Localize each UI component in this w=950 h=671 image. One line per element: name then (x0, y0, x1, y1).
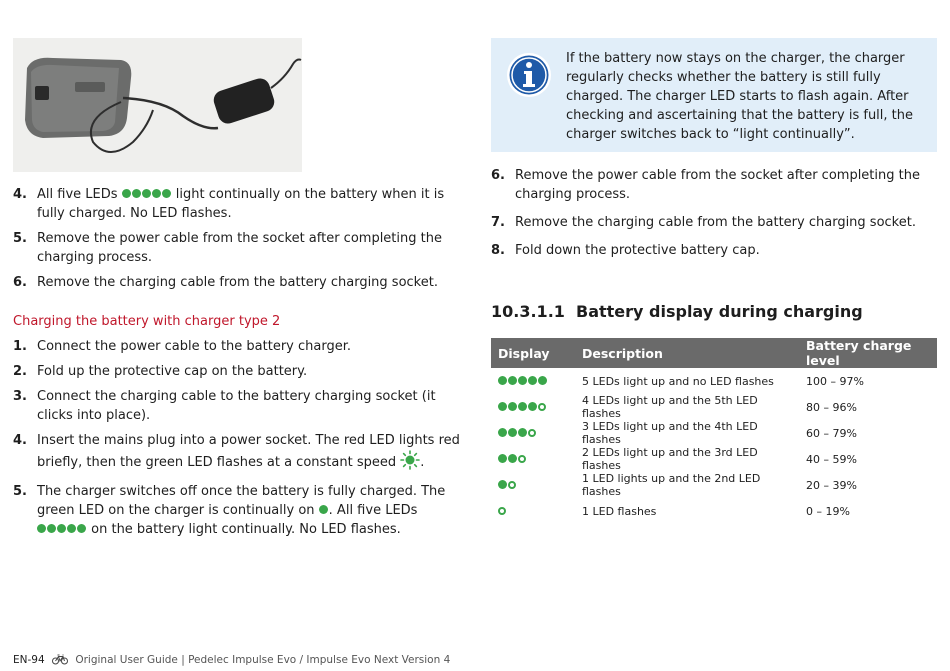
list-item (491, 213, 937, 232)
steps-list-a (13, 185, 468, 292)
step-number: 6. (491, 168, 505, 183)
row-description: 1 LED lights up and the 2nd LED flashes (582, 472, 761, 498)
led-display-icon (491, 498, 575, 524)
list-item (13, 273, 468, 292)
list-item (491, 166, 937, 204)
step-text: on the battery light continually. No LED flashes. (91, 522, 401, 537)
info-icon (506, 52, 552, 102)
step-number: 4. (13, 433, 27, 448)
step-text: Connect the charging cable to the battery charging socket (it clicks into place). (37, 389, 436, 423)
step-text: Remove the charging cable from the battery charging socket. (37, 275, 438, 290)
section-number: 10.3.1.1 (491, 302, 565, 321)
row-charge-level: 60 – 79% (806, 426, 857, 440)
row-charge-level: 40 – 59% (806, 452, 857, 466)
charge-level-table (491, 338, 937, 524)
step-text: Remove the power cable from the socket after completing the charging process. (37, 231, 442, 265)
list-item (13, 482, 468, 539)
step-text-end: . (420, 455, 425, 470)
table-row (491, 368, 937, 394)
table-row (491, 472, 937, 498)
row-description: 5 LEDs light up and no LED flashes (582, 374, 774, 388)
list-item (13, 337, 468, 356)
row-description: 3 LEDs light up and the 4th LED flashes (582, 420, 758, 446)
led-display-icon (491, 420, 575, 446)
step-number: 1. (13, 339, 27, 354)
led-display-icon (491, 446, 575, 472)
row-charge-level: 0 – 19% (806, 504, 850, 518)
step-number: 5. (13, 231, 27, 246)
info-text: If the battery now stays on the charger, the charger regularly checks whether the battery is still fully charged. The charger LED starts to flash again. After checking and ascertaining that the battery is full, the charger switches back to “light continually”. (566, 51, 914, 142)
step-text: light continually on the battery when it is fully charged. No LED flashes. (37, 187, 445, 221)
left-column (13, 185, 468, 545)
table-header-row (491, 338, 937, 368)
charger-type-2-heading: Charging the battery with charger type 2 (13, 314, 281, 329)
page-footer (13, 654, 450, 668)
five-led-icon (122, 185, 172, 204)
row-description: 1 LED flashes (582, 504, 657, 518)
list-item (13, 229, 468, 267)
right-column-steps (491, 166, 937, 266)
battery-charger-photo (13, 38, 302, 172)
steps-list-b (13, 337, 468, 539)
page-number: EN-94 (13, 654, 45, 666)
table-row (491, 446, 937, 472)
steps-list-c (491, 166, 937, 260)
list-item (13, 362, 468, 381)
row-charge-level: 80 – 96% (806, 400, 857, 414)
section-heading (491, 302, 863, 321)
step-number: 8. (491, 243, 505, 258)
row-charge-level: 20 – 39% (806, 478, 857, 492)
step-text: Connect the power cable to the battery charger. (37, 339, 352, 354)
header-level: Battery charge level (799, 338, 937, 368)
led-display-icon (491, 472, 575, 498)
list-item (13, 431, 468, 476)
step-number: 3. (13, 389, 27, 404)
step-number: 6. (13, 275, 27, 290)
row-description: 2 LEDs light up and the 3rd LED flashes (582, 446, 758, 472)
step-text: Remove the power cable from the socket after completing the charging process. (515, 168, 920, 202)
list-item (13, 387, 468, 425)
step-number: 4. (13, 187, 27, 202)
step-number: 2. (13, 364, 27, 379)
step-text: Remove the charging cable from the battery charging socket. (515, 215, 916, 230)
table-row (491, 394, 937, 420)
step-number: 7. (491, 215, 505, 230)
single-led-icon (319, 505, 328, 514)
step-text: Fold down the protective battery cap. (515, 243, 760, 258)
list-item (13, 185, 468, 223)
step-text: . All five LEDs (328, 503, 418, 518)
header-display: Display (491, 338, 575, 368)
bicycle-icon (52, 654, 68, 668)
step-number: 5. (13, 484, 27, 499)
led-display-icon (491, 368, 575, 394)
step-text: All five LEDs (37, 187, 118, 202)
table-row (491, 498, 937, 524)
section-title: Battery display during charging (576, 302, 863, 321)
table-body (491, 368, 937, 524)
row-charge-level: 100 – 97% (806, 374, 864, 388)
row-description: 4 LEDs light up and the 5th LED flashes (582, 394, 758, 420)
table-row (491, 420, 937, 446)
flashing-led-icon (400, 450, 420, 476)
header-description: Description (575, 338, 799, 368)
step-text: Fold up the protective cap on the battery. (37, 364, 308, 379)
led-display-icon (491, 394, 575, 420)
five-led-icon (37, 520, 87, 539)
list-item (491, 241, 937, 260)
step-text: Insert the mains plug into a power socket. The red LED lights red briefly, then the green LED flashes at a constant speed (37, 433, 460, 470)
info-box (491, 38, 937, 152)
step-text: The charger switches off once the battery is fully charged. The green LED on the charger is continually on (37, 484, 446, 518)
footer-text: Original User Guide | Pedelec Impulse Evo / Impulse Evo Next Version 4 (75, 654, 451, 666)
